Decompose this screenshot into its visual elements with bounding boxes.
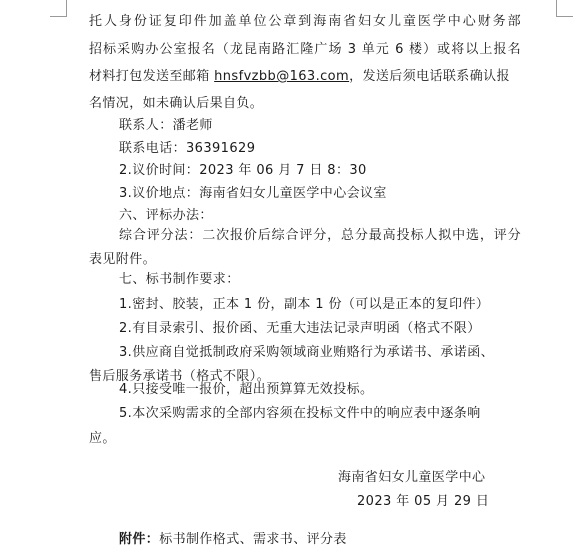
attachment-line <box>119 532 347 548</box>
paragraph-line: 招标采购办公室报名（龙昆南路汇隆广场 3 单元 6 楼）或将以上报名 <box>89 42 521 57</box>
requirement-item: 5.本次采购需求的全部内容须在投标文件中的响应表中逐条响 <box>119 406 481 421</box>
requirement-item: 1.密封、胶装，正本 1 份，副本 1 份（可以是正本的复印件） <box>119 297 490 312</box>
paragraph-line: 名情况，如未确认后果自负。 <box>89 96 264 111</box>
paragraph-text: ，发送后须电话联系确认报 <box>349 69 510 84</box>
requirement-item: 2.有目录索引、报价函、无重大违法记录声明函（格式不限） <box>119 321 481 336</box>
email-link[interactable]: hnsfvzbb@163.com <box>214 69 350 84</box>
paragraph-text: 材料打包发送至邮箱 <box>89 69 215 84</box>
requirement-item-continued: 应。 <box>89 431 116 446</box>
section-heading: 六、评标办法： <box>119 208 213 223</box>
attachment-text: 标书制作格式、需求书、评分表 <box>159 532 347 547</box>
paragraph-line-with-email <box>89 69 510 85</box>
contact-person: 联系人：潘老师 <box>119 118 213 133</box>
negotiation-time: 2.议价时间：2023 年 06 月 7 日 8：30 <box>119 163 367 178</box>
requirement-item: 3.供应商自觉抵制政府采购领域商业贿赂行为承诺书、承诺函、 <box>119 345 495 360</box>
signature-date: 2023 年 05 月 29 日 <box>357 494 490 509</box>
section-heading: 七、标书制作要求： <box>119 272 240 287</box>
signature-organization: 海南省妇女儿童医学中心 <box>338 470 486 485</box>
requirement-item: 4.只接受唯一报价，超出预算算无效投标。 <box>119 382 374 397</box>
paragraph-line: 综合评分法：二次报价后综合评分，总分最高投标人拟中选，评分 <box>119 228 521 243</box>
page-margin-mark-right <box>556 0 573 17</box>
page-margin-mark-left <box>50 0 67 17</box>
paragraph-line: 表见附件。 <box>89 252 157 267</box>
negotiation-place: 3.议价地点：海南省妇女儿童医学中心会议室 <box>119 186 387 201</box>
paragraph-line: 托人身份证复印件加盖单位公章到海南省妇女儿童医学中心财务部 <box>89 14 521 29</box>
attachment-label: 附件： <box>119 532 160 547</box>
contact-phone: 联系电话：36391629 <box>119 141 256 156</box>
requirement-item-continued: 售后服务承诺书（格式不限）。 <box>89 369 271 384</box>
